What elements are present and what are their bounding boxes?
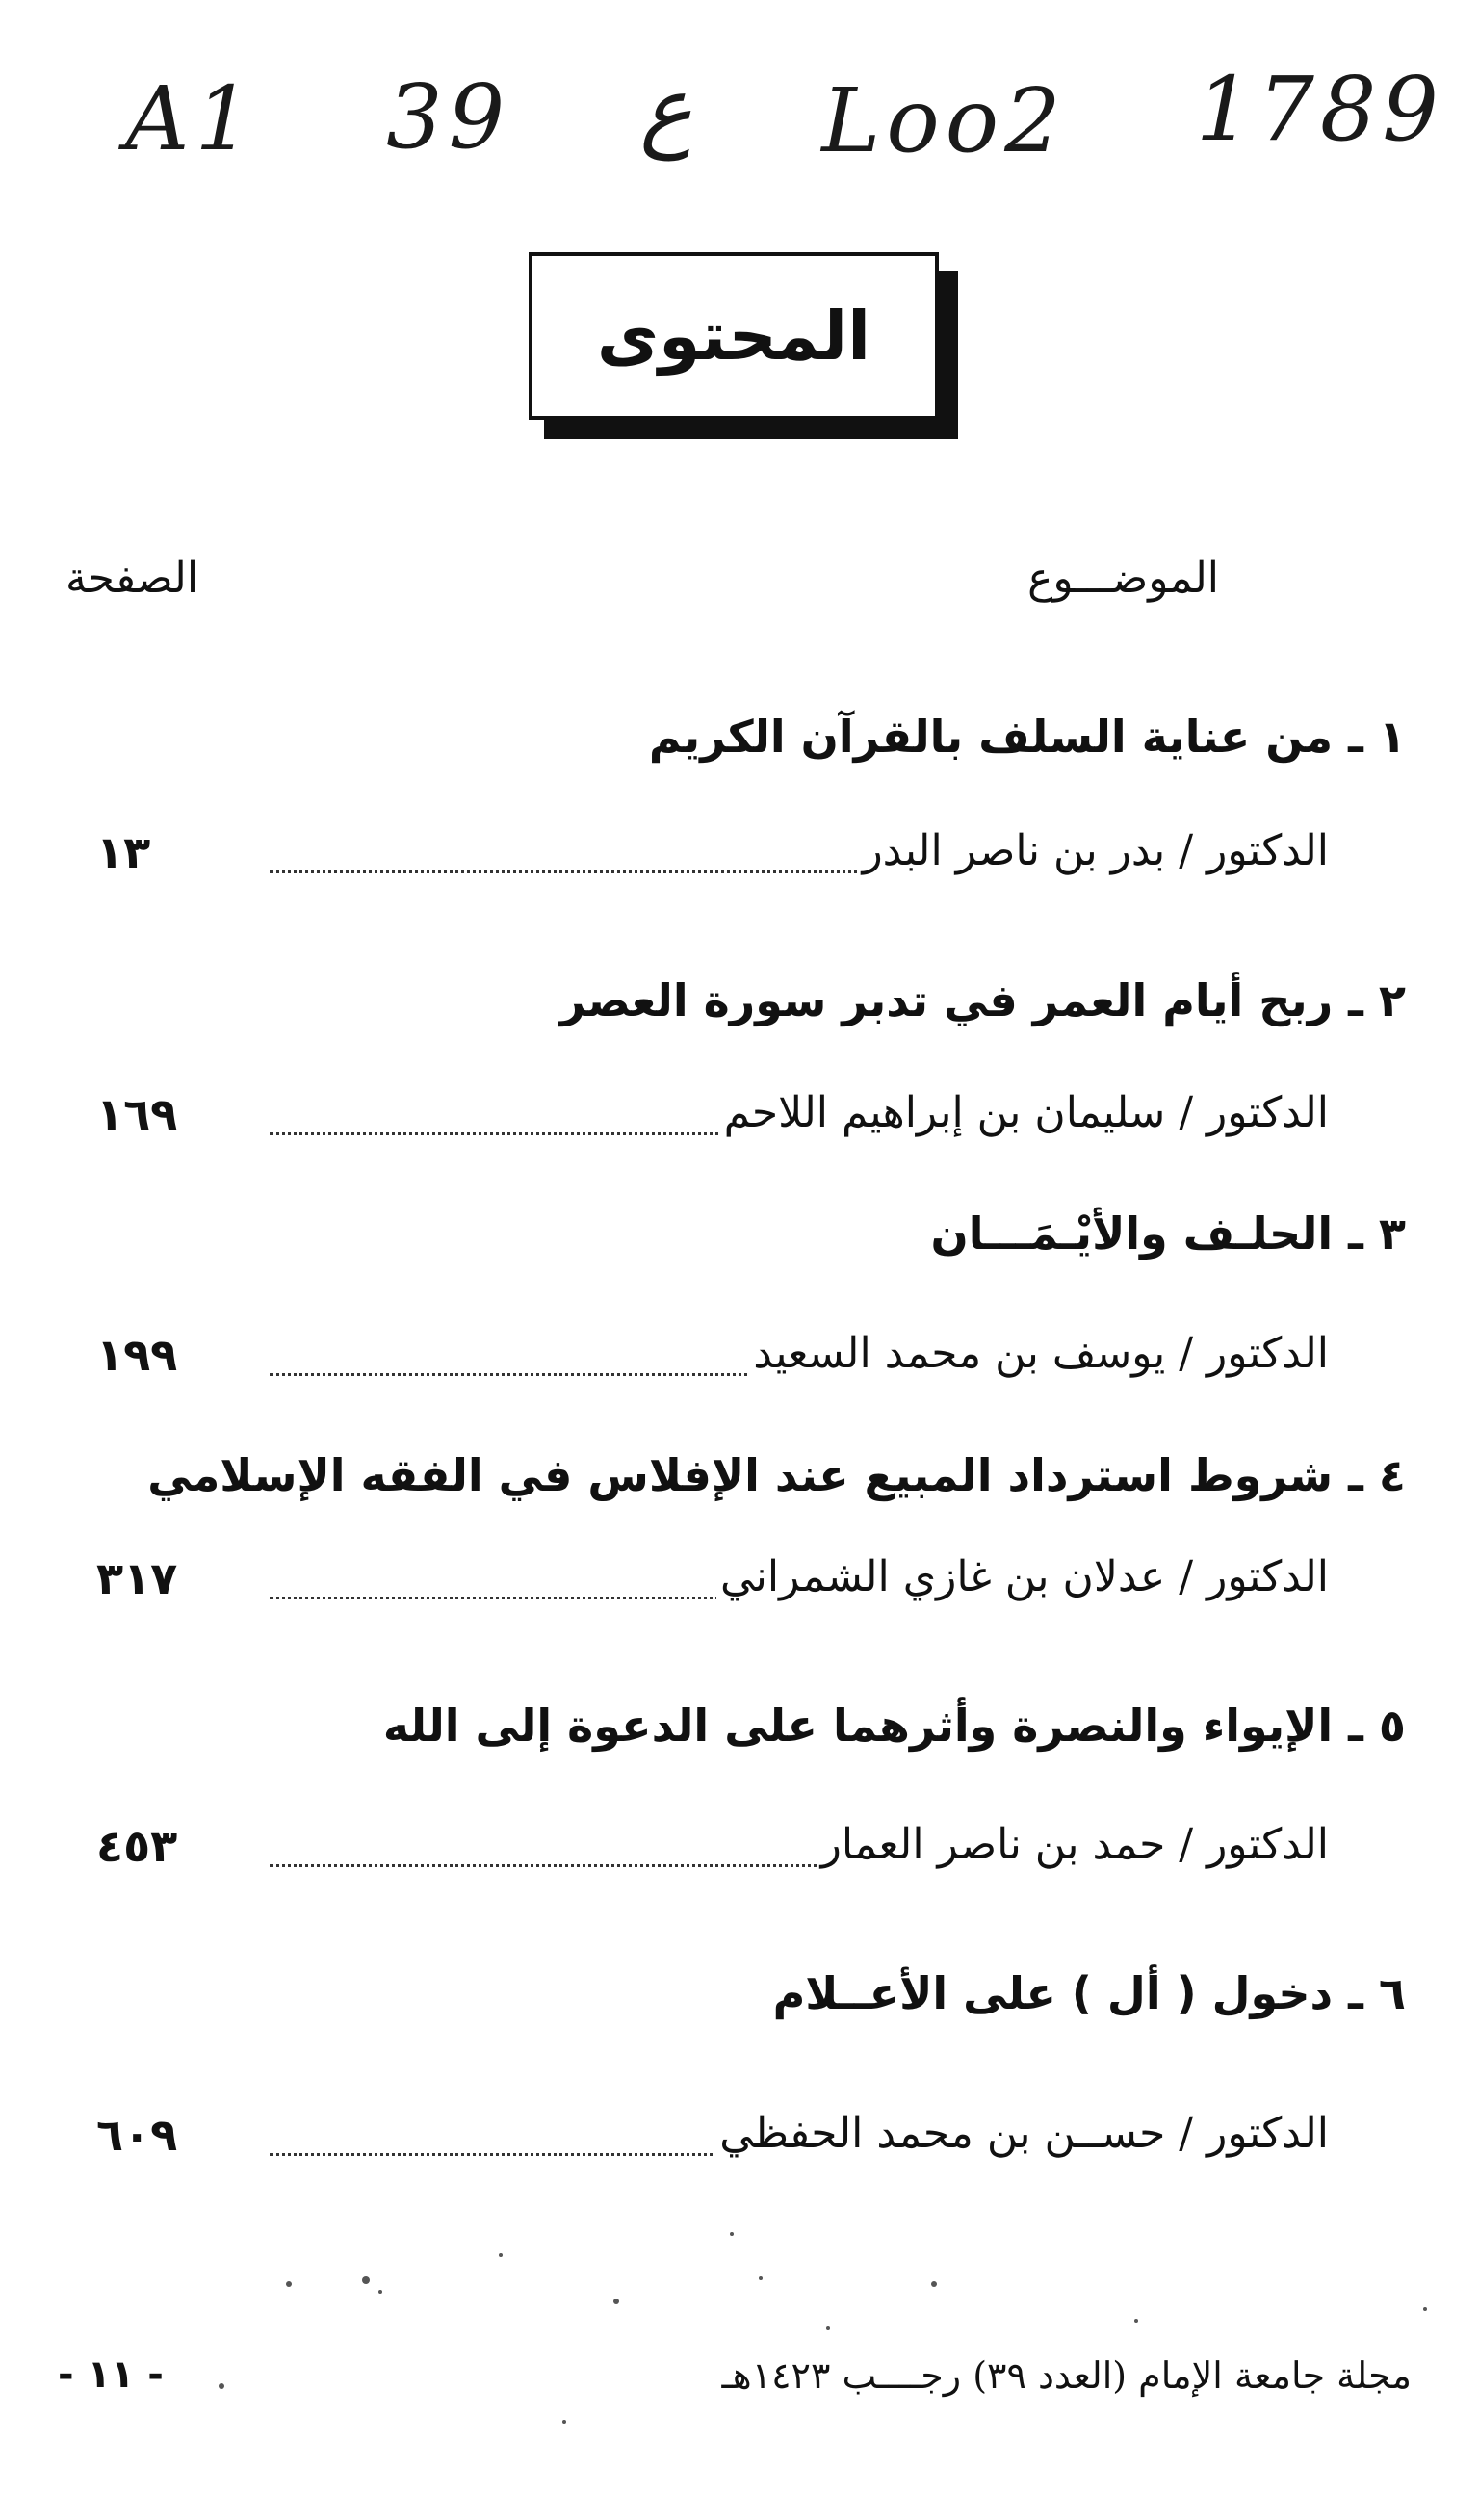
entry-author: الدكتور / بدر بن ناصر البدر (858, 826, 1329, 875)
entry-page-number: ٤٥٣ (96, 1820, 178, 1872)
entry-page-number: ١٦٩ (96, 1088, 178, 1140)
entry-page-number: ٣١٧ (96, 1552, 178, 1604)
handwritten-note-4: Loo2 (821, 69, 1067, 172)
page-title: المحتوى (596, 297, 871, 376)
footer-journal-info: مجلة جامعة الإمام (العدد ٣٩) رجــــب ١٤٢٣هـ (721, 2354, 1412, 2397)
entry-title: ٦ ـ دخول ( أل ) على الأعــلام (772, 1967, 1406, 2019)
handwritten-note-5: 1789 (1195, 58, 1444, 161)
entry-author: الدكتور / عدلان بن غازي الشمراني (716, 1552, 1329, 1601)
footer-page-number: - ١١ - (58, 2352, 164, 2397)
handwritten-note-1: A1 (125, 67, 257, 170)
entry-author: الدكتور / يوسف بن محمد السعيد (749, 1329, 1329, 1378)
entry-title: ١ ـ من عناية السلف بالقرآن الكريم (648, 711, 1406, 763)
entry-title: ٣ ـ الحلـف والأيْـمَـــان (930, 1208, 1406, 1260)
handwritten-note-2: 39 (386, 65, 511, 169)
handwritten-note-3: ع (639, 58, 693, 161)
entry-page-number: ٦٠٩ (96, 2109, 178, 2161)
entry-page-number: ١٩٩ (96, 1329, 178, 1381)
entry-page-number: ١٣ (96, 826, 151, 878)
entry-author: الدكتور / سليمان بن إبراهيم اللاحم (720, 1088, 1329, 1137)
entry-author: الدكتور / حمد بن ناصر العمار (817, 1820, 1329, 1869)
entry-title: ٢ ـ ربح أيام العمر في تدبر سورة العصر (559, 974, 1406, 1026)
column-header-topic: الموضـــوع (1027, 554, 1219, 603)
column-header-page: الصفحة (65, 554, 199, 603)
entry-title: ٤ ـ شروط استرداد المبيع عند الإفلاس في الفقه الإسلامي (147, 1449, 1406, 1501)
entry-author: الدكتور / حســن بن محمد الحفظي (715, 2109, 1329, 2158)
entry-title: ٥ ـ الإيواء والنصرة وأثرهما على الدعوة إلى الله (382, 1700, 1406, 1752)
